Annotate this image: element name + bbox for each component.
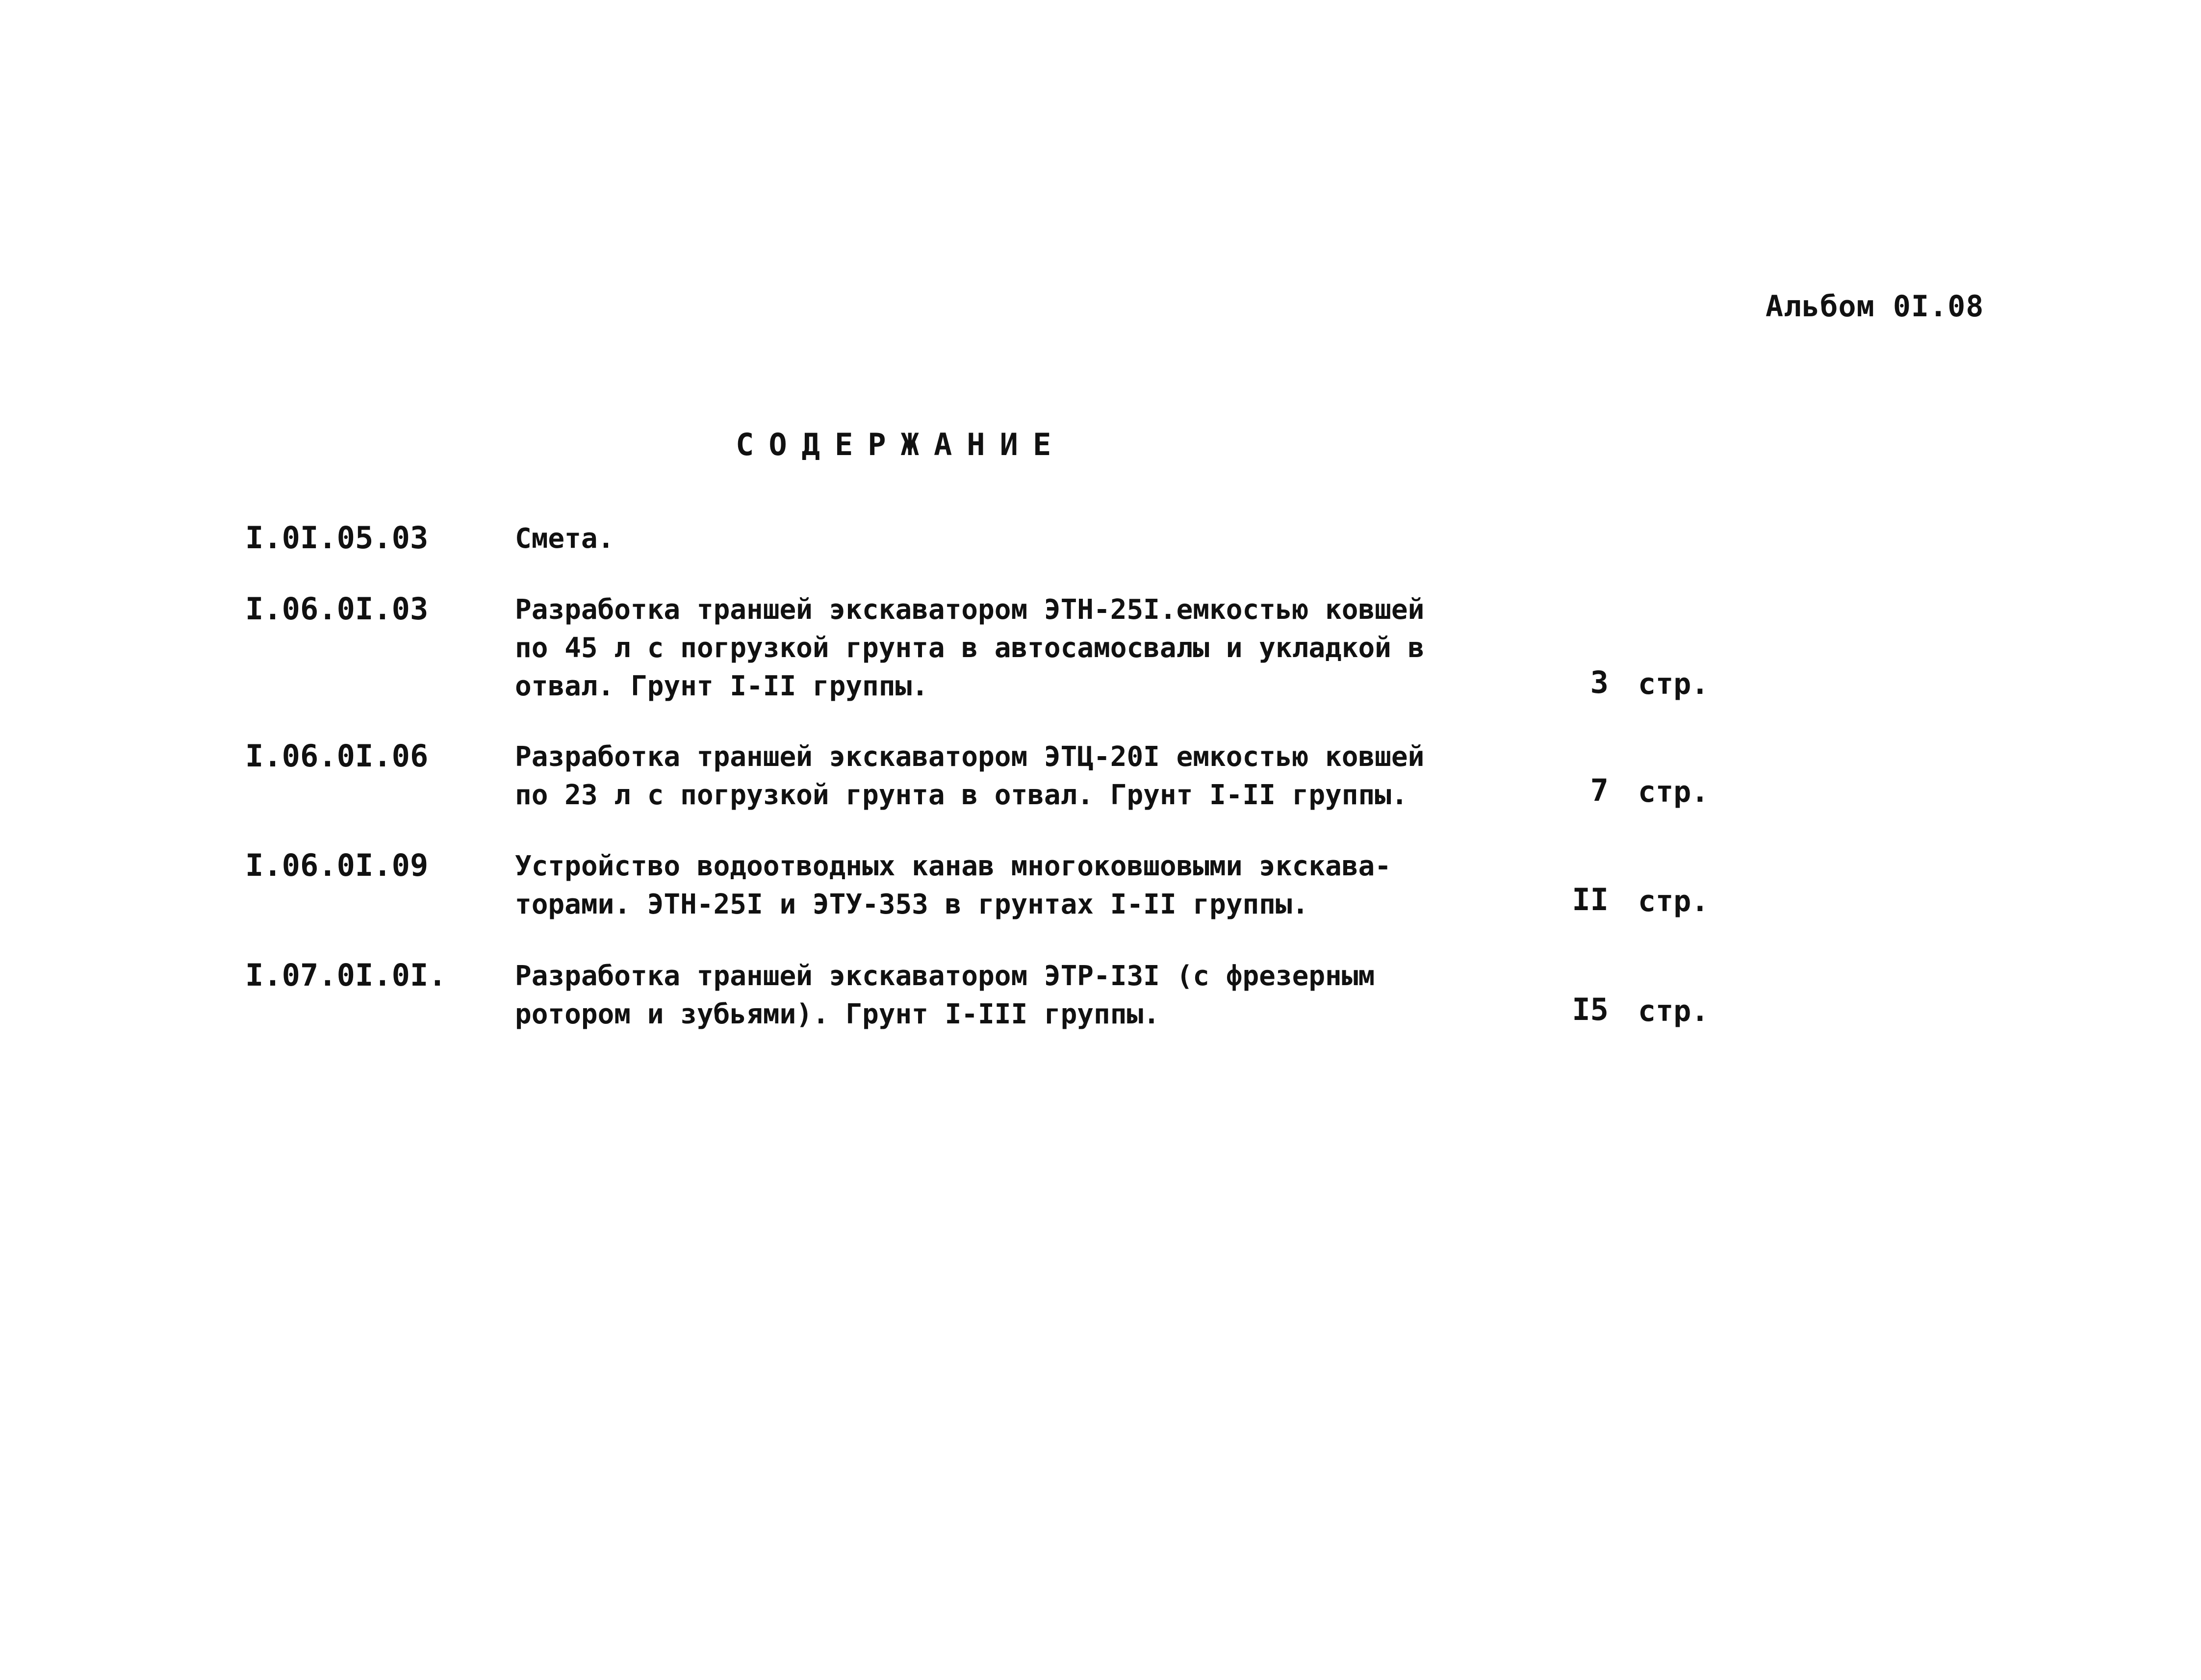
entry-text (515, 847, 1391, 924)
entry-page-label: стр. (1638, 667, 1709, 701)
entry-text-line: Устройство водоотводных канав многоковшовыми экскава- (515, 850, 1391, 882)
entry-text (515, 957, 1388, 1034)
page-title: СОДЕРЖАНИЕ (736, 427, 1066, 462)
entry-text (515, 520, 1388, 558)
entry-text-line: Разработка траншей экскаватором ЭТЦ-20I емкостью ковшей (515, 741, 1425, 773)
entry-text (515, 591, 1425, 706)
entry-page-label: стр. (1638, 775, 1709, 809)
entry-code: I.07.0I.0I. (245, 957, 447, 993)
entry-code: I.06.0I.03 (245, 591, 429, 627)
entry-page-number: 7 (1590, 772, 1609, 808)
entry-text-line: отвал. Грунт I-II группы. (515, 670, 928, 702)
entry-page-label: стр. (1638, 994, 1709, 1028)
entry-text-line: Смета. (515, 523, 614, 555)
entry-text-line: по 45 л с погрузкой грунта в автосамосвалы и укладкой в (515, 632, 1425, 664)
entry-page-number: 3 (1590, 664, 1609, 700)
entry-code: I.06.0I.09 (245, 847, 429, 883)
entry-code: I.0I.05.03 (245, 520, 429, 556)
album-number: Альбом 0I.08 (1766, 289, 1984, 324)
entry-text (515, 738, 1425, 815)
entry-text-line: по 23 л с погрузкой грунта в отвал. Грунт I-II группы. (515, 779, 1408, 811)
entry-page-number: I5 (1572, 992, 1609, 1027)
entry-text-line: Разработка траншей экскаватором ЭТН-25I.емкостью ковшей (515, 594, 1425, 626)
entry-text-line: Разработка траншей экскаватором ЭТР-I3I (с фрезерным (515, 960, 1375, 992)
entry-code: I.06.0I.06 (245, 738, 429, 774)
entry-text-line: ротором и зубьями). Грунт I-III группы. (515, 998, 1160, 1030)
entry-page-label: стр. (1638, 884, 1709, 918)
entry-text-line: торами. ЭТН-25I и ЭТУ-353 в грунтах I-II группы. (515, 889, 1309, 920)
entry-page-number: II (1572, 882, 1609, 917)
